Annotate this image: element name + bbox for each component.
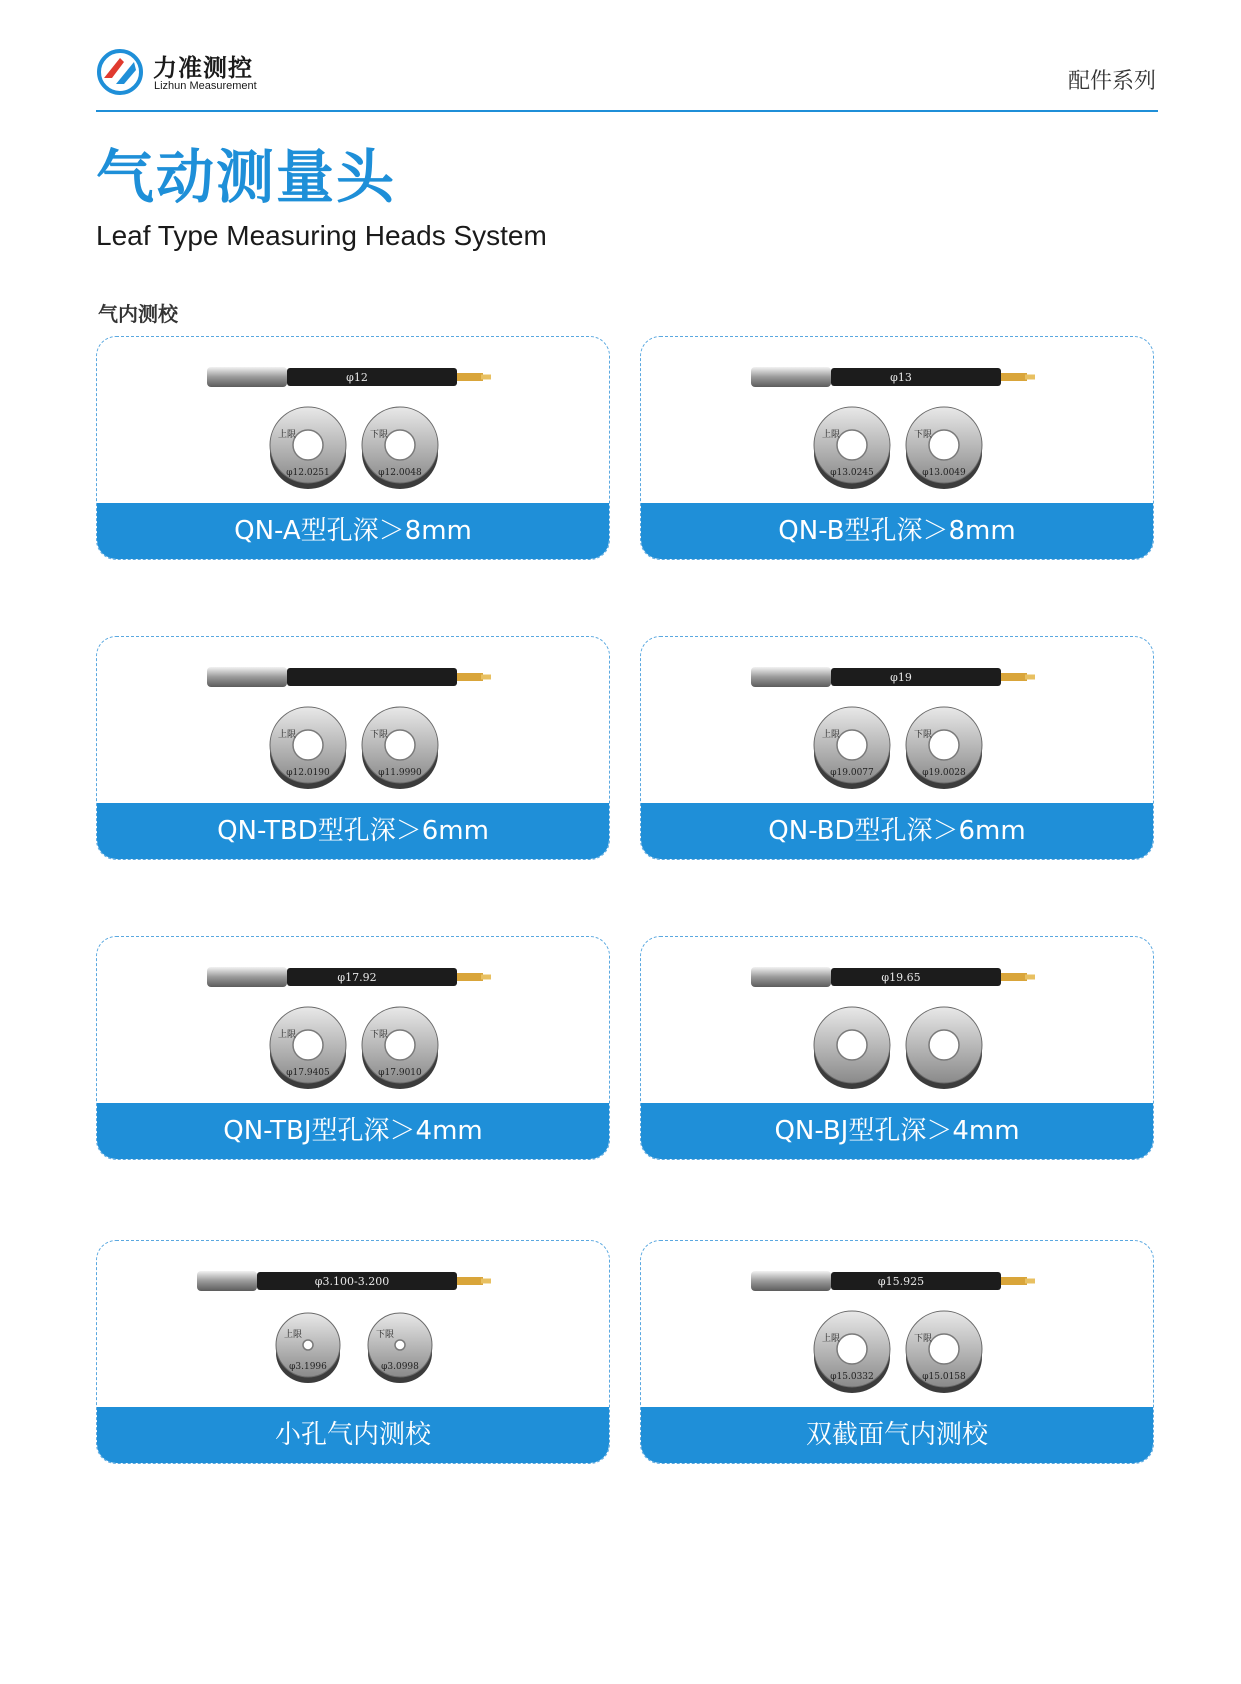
gauge-head — [207, 967, 287, 987]
gauge-head — [197, 1271, 257, 1291]
gauge-handle — [287, 368, 457, 386]
ring-lower-value: φ15.0158 — [922, 1372, 966, 1382]
gauge-tip — [481, 1279, 491, 1284]
page-title: 气动测量头 — [96, 143, 397, 211]
ring-upper-tag: 上限 — [278, 730, 297, 740]
ring-lower-bore — [929, 1334, 959, 1364]
ring-lower-value: φ17.9010 — [378, 1068, 422, 1078]
gauge-marking: φ19.65 — [881, 971, 921, 984]
ring-lower-tag: 下限 — [370, 1030, 389, 1040]
ring-lower-tag: 下限 — [914, 730, 933, 740]
gauge-connector — [1001, 1277, 1027, 1285]
ring-lower-tag: 下限 — [914, 1334, 933, 1344]
gauge-connector — [457, 1277, 483, 1285]
ring-upper-bore — [837, 430, 867, 460]
gauge-connector — [457, 673, 483, 681]
product-label: QN-B型孔深＞8mm — [641, 503, 1153, 559]
product-card[interactable] — [96, 336, 610, 560]
ring-lower-tag: 下限 — [914, 430, 933, 440]
gauge-tip — [481, 975, 491, 980]
ring-lower-value: φ12.0048 — [378, 468, 422, 478]
header-divider — [96, 110, 1158, 112]
ring-upper-bore — [293, 730, 323, 760]
gauge-connector — [1001, 973, 1027, 981]
lizhun-logo-icon — [96, 48, 144, 96]
gauge-tip — [1025, 975, 1035, 980]
ring-lower-bore — [929, 730, 959, 760]
ring-lower-value: φ3.0998 — [381, 1362, 419, 1372]
page-subtitle: Leaf Type Measuring Heads System — [96, 220, 547, 251]
gauge-head — [207, 667, 287, 687]
ring-upper-tag: 上限 — [822, 430, 841, 440]
ring-upper-tag: 上限 — [284, 1330, 303, 1340]
gauge-tip — [481, 375, 491, 380]
gauge-connector — [1001, 673, 1027, 681]
gauge-handle — [831, 668, 1001, 686]
ring-upper-value: φ15.0332 — [830, 1372, 874, 1382]
gauge-handle — [831, 368, 1001, 386]
gauge-head — [751, 367, 831, 387]
product-label: QN-A型孔深＞8mm — [97, 503, 609, 559]
ring-upper-bore — [303, 1340, 313, 1350]
ring-lower-bore — [385, 430, 415, 460]
brand-name-cn: 力准测控 — [153, 54, 253, 82]
gauge-marking: φ3.100-3.200 — [314, 1275, 390, 1288]
ring-lower-value: φ11.9990 — [378, 768, 422, 778]
gauge-tip — [481, 675, 491, 680]
product-image — [97, 337, 610, 505]
product-card[interactable] — [640, 1240, 1154, 1464]
gauge-marking: φ12 — [346, 371, 368, 384]
gauge-head — [207, 367, 287, 387]
product-card[interactable] — [640, 336, 1154, 560]
gauge-connector — [457, 973, 483, 981]
series-label: 配件系列 — [1067, 69, 1156, 94]
gauge-connector — [457, 373, 483, 381]
product-label: QN-TBD型孔深＞6mm — [97, 803, 609, 859]
product-image — [97, 637, 610, 805]
ring-upper-bore — [837, 730, 867, 760]
ring-upper-bore — [293, 1030, 323, 1060]
ring-upper-tag: 上限 — [822, 730, 841, 740]
ring-upper-value: φ19.0077 — [830, 768, 874, 778]
product-card[interactable] — [640, 936, 1154, 1160]
gauge-head — [751, 667, 831, 687]
ring-upper-bore — [293, 430, 323, 460]
ring-lower-bore — [385, 1030, 415, 1060]
product-image — [641, 937, 1154, 1105]
product-label: QN-BJ型孔深＞4mm — [641, 1103, 1153, 1159]
ring-lower-value: φ19.0028 — [922, 768, 966, 778]
ring-upper-value: φ17.9405 — [286, 1068, 330, 1078]
product-card[interactable] — [640, 636, 1154, 860]
page-header — [96, 42, 1158, 112]
ring-lower-bore — [395, 1340, 405, 1350]
product-image — [641, 637, 1154, 805]
gauge-marking: φ19 — [890, 671, 912, 684]
gauge-connector — [1001, 373, 1027, 381]
ring-upper-value: φ3.1996 — [289, 1362, 327, 1372]
product-image — [641, 337, 1154, 505]
ring-upper-value: φ13.0245 — [830, 468, 874, 478]
ring-upper-tag: 上限 — [278, 1030, 297, 1040]
gauge-marking: φ13 — [890, 371, 912, 384]
gauge-marking: φ17.92 — [337, 971, 377, 984]
gauge-tip — [1025, 1279, 1035, 1284]
ring-lower-tag: 下限 — [370, 430, 389, 440]
product-label: QN-BD型孔深＞6mm — [641, 803, 1153, 859]
product-image — [97, 1241, 610, 1409]
ring-upper-bore — [837, 1030, 867, 1060]
gauge-tip — [1025, 375, 1035, 380]
ring-lower-bore — [385, 730, 415, 760]
brand-name-en: Lizhun Measurement — [154, 80, 257, 92]
ring-upper-value: φ12.0251 — [286, 468, 330, 478]
product-label: 小孔气内测校 — [97, 1407, 609, 1463]
gauge-head — [751, 967, 831, 987]
product-image — [641, 1241, 1154, 1409]
ring-lower-bore — [929, 1030, 959, 1060]
ring-upper-value: φ12.0190 — [286, 768, 330, 778]
ring-upper-tag: 上限 — [822, 1334, 841, 1344]
section-heading: 气内测校 — [98, 302, 178, 326]
product-label: QN-TBJ型孔深＞4mm — [97, 1103, 609, 1159]
gauge-tip — [1025, 675, 1035, 680]
gauge-handle — [287, 668, 457, 686]
product-card[interactable] — [96, 636, 610, 860]
product-image — [97, 937, 610, 1105]
product-card[interactable] — [96, 1240, 610, 1464]
gauge-head — [751, 1271, 831, 1291]
ring-lower-tag: 下限 — [376, 1330, 395, 1340]
ring-upper-tag: 上限 — [278, 430, 297, 440]
product-card[interactable] — [96, 936, 610, 1160]
ring-lower-bore — [929, 430, 959, 460]
ring-lower-tag: 下限 — [370, 730, 389, 740]
gauge-marking: φ15.925 — [877, 1275, 925, 1288]
ring-lower-value: φ13.0049 — [922, 468, 966, 478]
product-label: 双截面气内测校 — [641, 1407, 1153, 1463]
ring-upper-bore — [837, 1334, 867, 1364]
